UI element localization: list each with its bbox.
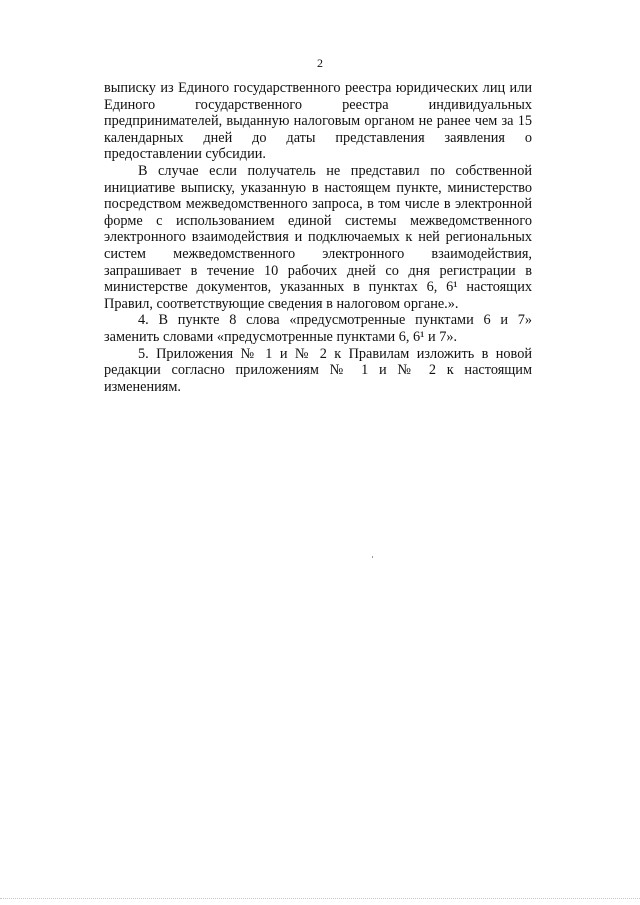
paragraph-item-5: 5. Приложения № 1 и № 2 к Правилам изложить в новой редакции согласно приложениям № 1 и № 2 к настоящим изменениям. (104, 345, 532, 395)
paragraph-item-4: 4. В пункте 8 слова «предусмотренные пунктами 6 и 7» заменить словами «предусмотренные пунктами 6, 6¹ и 7». (104, 312, 532, 345)
scan-artifact-dot (372, 556, 373, 558)
document-body (104, 80, 532, 395)
page-number: 2 (317, 56, 323, 70)
paragraph-interagency-request: В случае если получатель не представил по собственной инициативе выписку, указанную в настоящем пункте, министерство посредством межведомственного запроса, в том числе в электронной форме с использованием единой системы межведомственного электронного взаимодействия и подключаемых к ней региональных систем межведомственного электронного взаимодействия, запрашивает в течение 10 рабочих дней со дня регистрации в министерстве документов, указанных в пунктах 6, 6¹ настоящих Правил, соответствующие сведения в налоговом органе.». (104, 162, 532, 312)
scan-artifact-bottom-edge (0, 898, 640, 900)
paragraph-extract-continuation: выписку из Единого государственного реестра юридических лиц или Единого государственного реестра индивидуальных предпринимателей, выданную налоговым органом не ранее чем за 15 календарных дней до даты представления заявления о предоставлении субсидии. (104, 80, 532, 163)
